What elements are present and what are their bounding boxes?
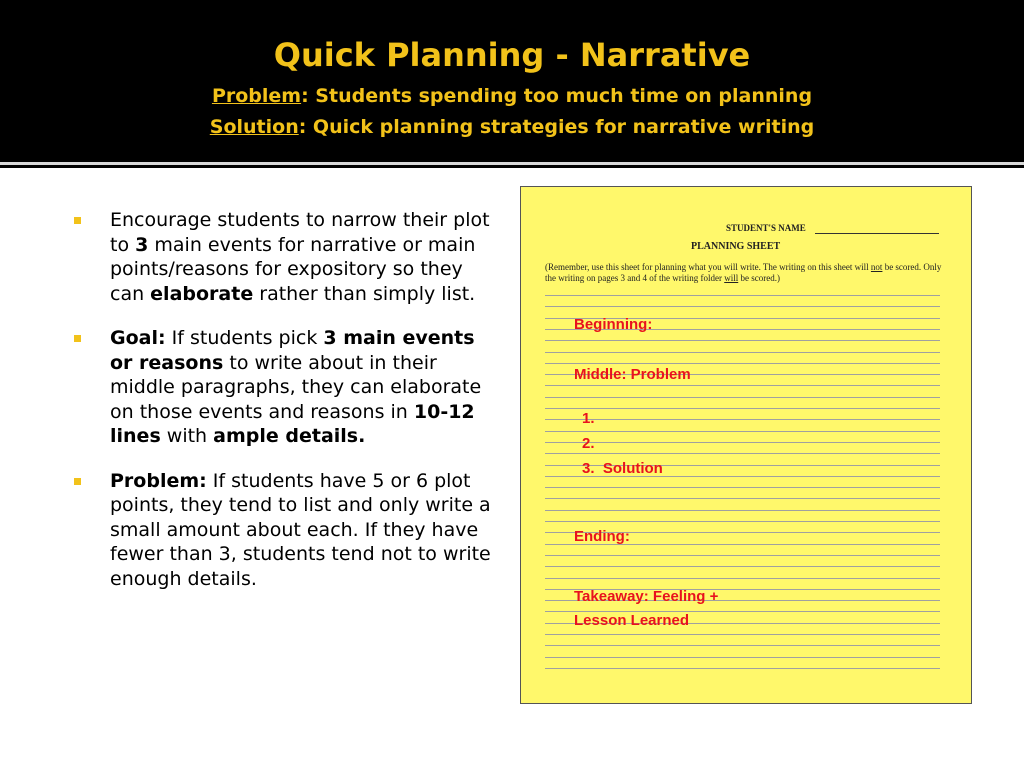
ruled-line	[545, 295, 940, 296]
ending-note: Ending:	[574, 528, 630, 545]
ruled-line	[545, 453, 940, 454]
bullet-item: Problem: If students have 5 or 6 plot points, they tend to list and only write a small amount about each. If they have fewer than 3, students tend not to write enough details.	[70, 469, 500, 592]
slide-header	[0, 0, 1024, 158]
ruled-line	[545, 634, 940, 635]
item-3: 3. Solution	[582, 460, 663, 477]
slide-body	[0, 168, 1024, 768]
ruled-line	[545, 408, 940, 409]
ruled-line	[545, 645, 940, 646]
ruled-line	[545, 352, 940, 353]
ruled-line	[545, 397, 940, 398]
planning-sheet-image	[520, 186, 972, 704]
bullet-square-icon	[74, 478, 81, 485]
bullet-item: Goal: If students pick 3 main events or reasons to write about in their middle paragraphs, they can elaborate on those events and reasons in 10-12 lines with ample details.	[70, 326, 500, 449]
ruled-line	[545, 657, 940, 658]
ruled-line	[545, 521, 940, 522]
planning-sheet-heading: PLANNING SHEET	[691, 241, 781, 252]
takeaway-note: Takeaway: Feeling + Lesson Learned	[574, 588, 719, 629]
ruled-line	[545, 487, 940, 488]
ruled-line	[545, 431, 940, 432]
ruled-line	[545, 419, 940, 420]
name-blank-line	[815, 233, 939, 234]
problem-text: : Students spending too much time on planning	[301, 85, 813, 107]
bullet-list	[70, 208, 500, 611]
beginning-note: Beginning:	[574, 316, 653, 333]
ruled-line	[545, 578, 940, 579]
ruled-line	[545, 442, 940, 443]
bullet-item: Encourage students to narrow their plot to 3 main events for narrative or main points/reasons for expository so they can elaborate rather than simply list.	[70, 208, 500, 306]
ruled-line	[545, 668, 940, 669]
students-name-label: STUDENT'S NAME	[726, 223, 806, 233]
ruled-line	[545, 555, 940, 556]
header-divider	[0, 162, 1024, 165]
ruled-line	[545, 498, 940, 499]
solution-label: Solution	[209, 116, 299, 138]
bullet-square-icon	[74, 217, 81, 224]
item-2: 2.	[582, 435, 595, 452]
problem-label: Problem	[211, 85, 302, 107]
bullet-square-icon	[74, 335, 81, 342]
item-1: 1.	[582, 410, 595, 427]
ruled-line	[545, 306, 940, 307]
ruled-line	[545, 566, 940, 567]
slide-title: Quick Planning - Narrative	[273, 36, 751, 74]
problem-subtitle	[0, 85, 1024, 107]
solution-note: Solution	[602, 460, 663, 477]
sheet-instructions: (Remember, use this sheet for planning what you will write. The writing on this sheet will not be scored. Only the writing on pages 3 and 4 of the writing folder will be scored.)	[545, 262, 942, 283]
solution-text: : Quick planning strategies for narrative writing	[298, 116, 815, 138]
middle-note: Middle: Problem	[574, 366, 691, 383]
ruled-line	[545, 510, 940, 511]
ruled-line	[545, 340, 940, 341]
solution-subtitle	[0, 116, 1024, 138]
